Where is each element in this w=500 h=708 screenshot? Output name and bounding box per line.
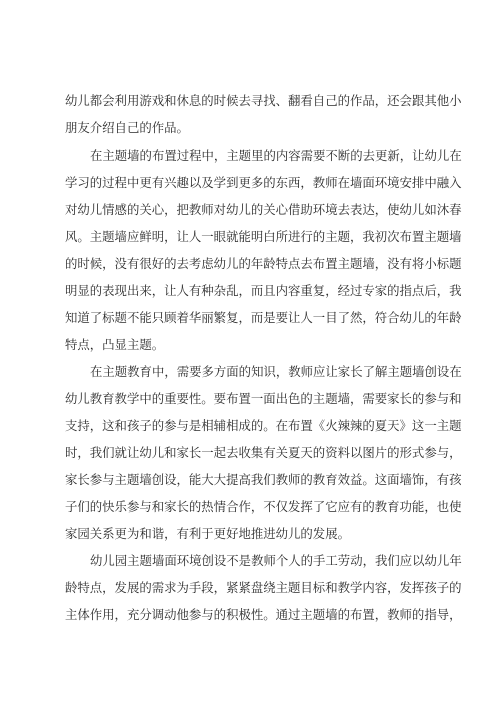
text-line: 知道了标题不能只顾着华丽繁复，而是要让人一目了然，符合幼儿的年龄: [65, 310, 462, 325]
text-line: 在主题墙的布置过程中，主题里的内容需要不断的去更新，让幼儿在: [90, 148, 462, 163]
text-line: 幼儿教育教学中的重要性。要布置一面出色的主题墙，需要家长的参与和: [65, 391, 462, 406]
text-line: 龄特点，发展的需求为手段，紧紧盘绕主题目标和教学内容，发挥孩子的: [65, 580, 462, 595]
text-line: 在主题教育中，需要多方面的知识，教师应让家长了解主题墙创设在: [90, 364, 462, 379]
text-line: 支持，这和孩子的参与是相辅相成的。在布置《火辣辣的夏天》这一主题: [65, 418, 462, 433]
text-line: 风。主题墙应鲜明，让人一眼就能明白所进行的主题，我初次布置主题墙: [65, 229, 462, 244]
text-line: 对幼儿情感的关心，把教师对幼儿的关心借助环境去表达，使幼儿如沐春: [65, 202, 462, 217]
text-line: 特点，凸显主题。: [65, 337, 165, 352]
text-line: 时，我们就让幼儿和家长一起去收集有关夏天的资料以图片的形式参与，: [65, 445, 462, 460]
text-line: 学习的过程中更有兴趣以及学到更多的东西，教师在墙面环境安排中融入: [65, 175, 462, 190]
text-line: 朋友介绍自己的作品。: [65, 120, 189, 135]
text-line: 明显的表现出来，让人有种杂乱，而且内容重复，经过专家的指点后，我: [65, 283, 462, 298]
text-line: 主体作用，充分调动他参与的积极性。通过主题墙的布置，教师的指导，: [65, 607, 462, 622]
text-line: 幼儿都会利用游戏和休息的时候去寻找、翻看自己的作品，还会跟其他小: [65, 93, 462, 108]
text-line: 家长参与主题墙创设，能大大提高我们教师的教育效益。这面墙饰，有孩: [65, 472, 462, 487]
text-line: 家园关系更为和谐，有利于更好地推进幼儿的发展。: [65, 526, 350, 541]
text-line: 子们的快乐参与和家长的热情合作，不仅发挥了它应有的教育功能，也使: [65, 499, 462, 514]
text-line: 的时候，没有很好的去考虑幼儿的年龄特点去布置主题墙，没有将小标题: [65, 256, 462, 271]
text-line: 幼儿园主题墙面环境创设不是教师个人的手工劳动，我们应以幼儿年: [90, 553, 462, 568]
